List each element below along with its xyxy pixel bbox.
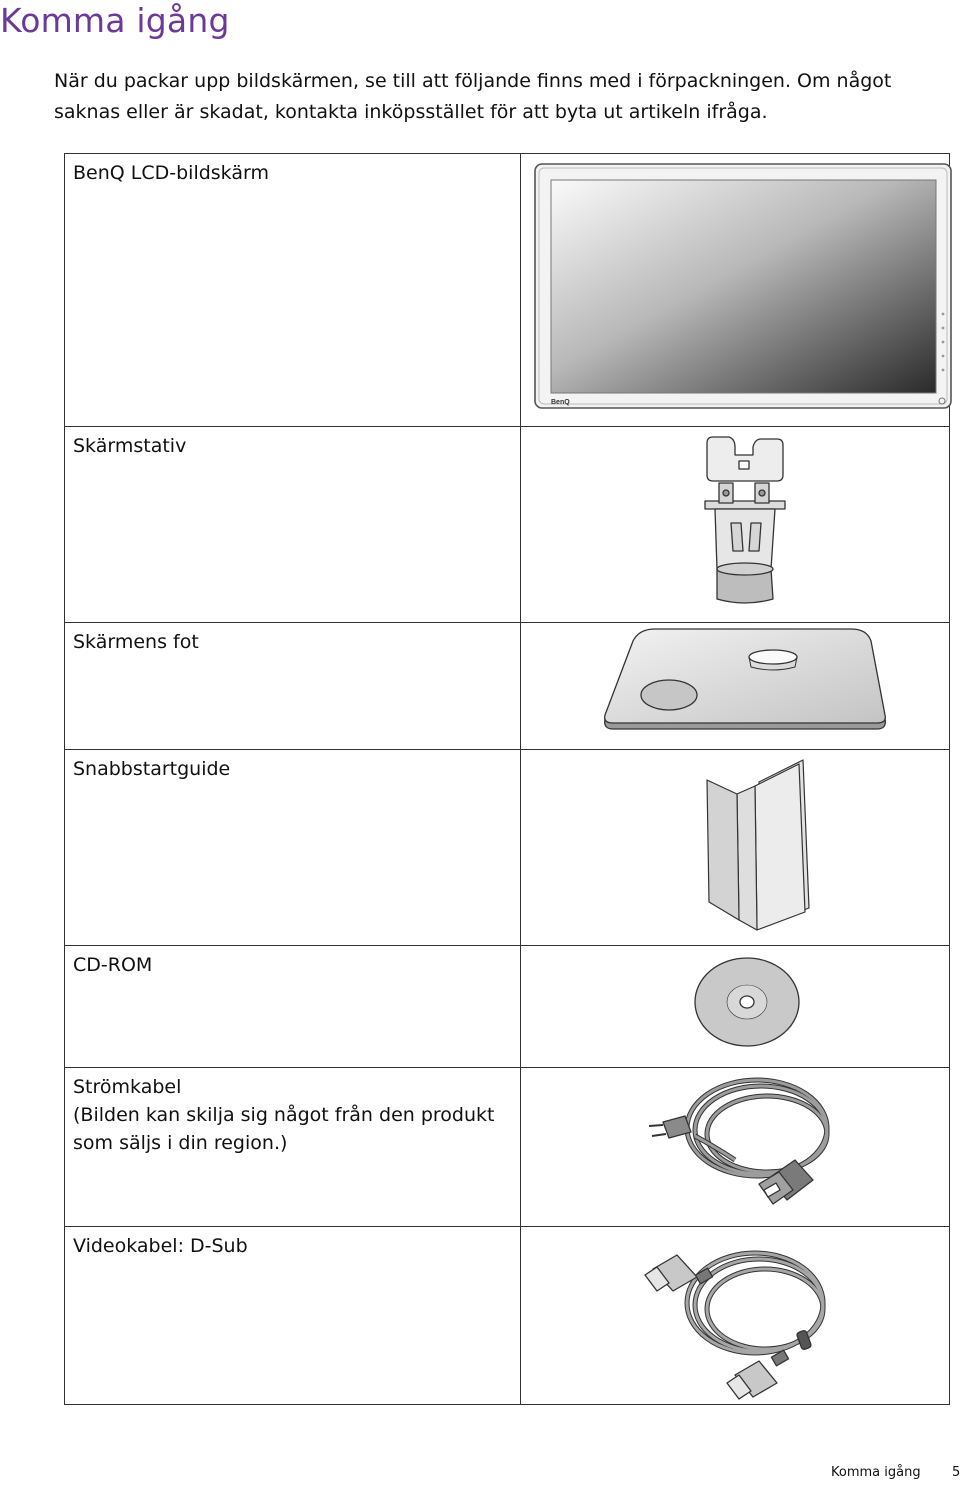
item-image-cell [521,623,950,750]
item-label: BenQ LCD-bildskärm [65,154,521,427]
brand-logo: BenQ [551,399,570,406]
table-row [65,1068,950,1227]
lcd-monitor-icon [521,154,960,426]
item-label: CD-ROM [65,946,521,1068]
table-row [65,750,950,946]
table-row [65,1227,950,1405]
quick-start-guide-icon [521,750,960,945]
item-label: Videokabel: D-Sub [65,1227,521,1405]
item-image-cell [521,154,950,427]
package-contents-table [64,153,950,1405]
item-label: Skärmens fot [65,623,521,750]
dsub-video-cable-icon [521,1227,960,1404]
item-label-group [65,1068,521,1227]
item-label: Skärmstativ [65,427,521,623]
footer-page-number: 5 [952,1465,960,1480]
item-image-cell [521,427,950,623]
item-label: Snabbstartguide [65,750,521,946]
table-row [65,427,950,623]
power-cable-icon [521,1068,960,1226]
item-image-cell [521,1227,950,1405]
monitor-base-icon [521,623,960,749]
item-label: Strömkabel [73,1076,182,1098]
monitor-stand-icon [521,427,960,622]
item-image-cell [521,750,950,946]
cd-rom-icon [521,946,960,1067]
item-image-cell [521,946,950,1068]
page-title: Komma igång [0,1,230,40]
item-note: (Bilden kan skilja sig något från den produkt som säljs i din region.) [73,1104,495,1154]
intro-paragraph: När du packar upp bildskärmen, se till att följande finns med i förpackningen. Om något saknas eller är skadat, kontakta inköpsstället för att byta ut artikeln ifråga. [54,70,892,123]
table-row [65,946,950,1068]
item-image-cell [521,1068,950,1227]
table-row [65,623,950,750]
footer-section-title: Komma igång [831,1465,921,1480]
table-row [65,154,950,427]
